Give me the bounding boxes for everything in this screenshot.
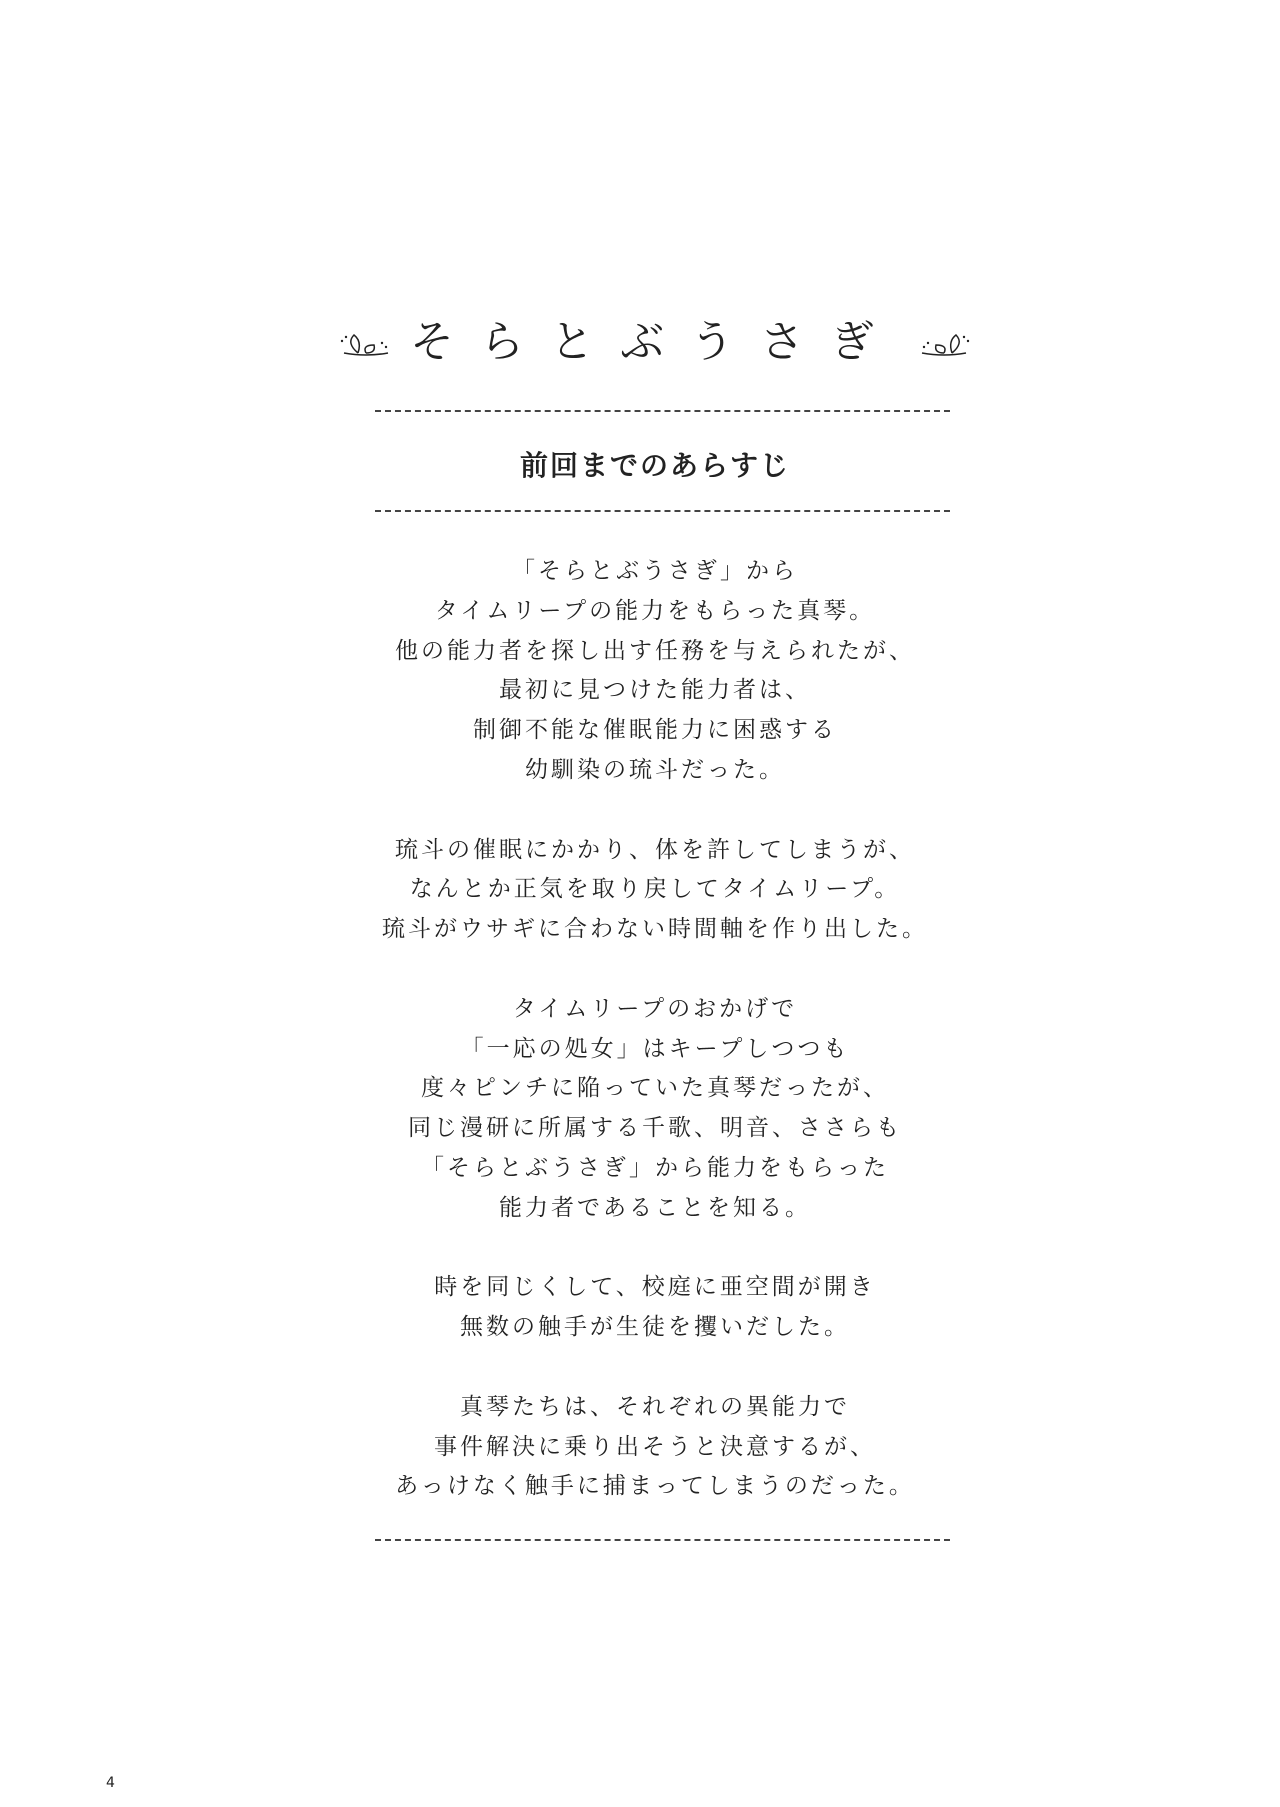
text-line: 最初に見つけた能力者は、 bbox=[499, 677, 811, 704]
text-line: あっけなく触手に捕まってしまうのだった。 bbox=[395, 1473, 915, 1500]
text-line: 琉斗がウサギに合わない時間軸を作り出した。 bbox=[382, 916, 928, 943]
text-line: なんとか正気を取り戻してタイムリープ。 bbox=[409, 876, 901, 903]
text-line: 度々ピンチに陥っていた真琴だったが、 bbox=[421, 1075, 889, 1102]
leaf-ornament-left-icon bbox=[336, 323, 396, 363]
text-line: タイムリープのおかげで bbox=[512, 995, 798, 1022]
leaf-ornament-right-icon bbox=[914, 323, 974, 363]
text-line: 「そらとぶうさぎ」から能力をもらった bbox=[421, 1154, 889, 1181]
paragraph bbox=[0, 831, 1280, 950]
text-line: 事件解決に乗り出そうと決意するが、 bbox=[434, 1433, 876, 1460]
text-line: 能力者であることを知る。 bbox=[499, 1194, 811, 1221]
paragraph bbox=[0, 1268, 1280, 1348]
text-line: 幼馴染の琉斗だった。 bbox=[525, 756, 785, 783]
text-line: 「そらとぶうさぎ」から bbox=[512, 558, 798, 584]
dashed-divider bbox=[375, 1539, 950, 1541]
text-line: 琉斗の催眠にかかり、体を許してしまうが、 bbox=[395, 836, 915, 863]
section-heading: 前回までのあらすじ bbox=[519, 449, 790, 482]
page-number: 4 bbox=[106, 1775, 115, 1791]
text-line: 同じ漫研に所属する千歌、明音、ささらも bbox=[408, 1115, 902, 1142]
dashed-divider bbox=[375, 410, 950, 412]
text-line: 無数の触手が生徒を攫いだした。 bbox=[460, 1314, 850, 1341]
synopsis-body bbox=[0, 552, 1280, 1547]
text-line: 他の能力者を探し出す任務を与えられたが、 bbox=[395, 637, 915, 664]
text-line: 時を同じくして、校庭に亜空間が開き bbox=[434, 1274, 876, 1301]
text-line: 真琴たちは、それぞれの異能力で bbox=[460, 1393, 850, 1420]
paragraph bbox=[0, 1388, 1280, 1507]
text-line: 「一応の処女」はキープしつつも bbox=[460, 1035, 850, 1062]
paragraph bbox=[0, 990, 1280, 1229]
text-line: 制御不能な催眠能力に困惑する bbox=[473, 717, 837, 744]
dashed-divider bbox=[375, 510, 950, 512]
paragraph bbox=[0, 552, 1280, 791]
page-title: そらとぶうさぎ bbox=[0, 308, 1280, 375]
text-line: タイムリープの能力をもらった真琴。 bbox=[434, 597, 876, 624]
